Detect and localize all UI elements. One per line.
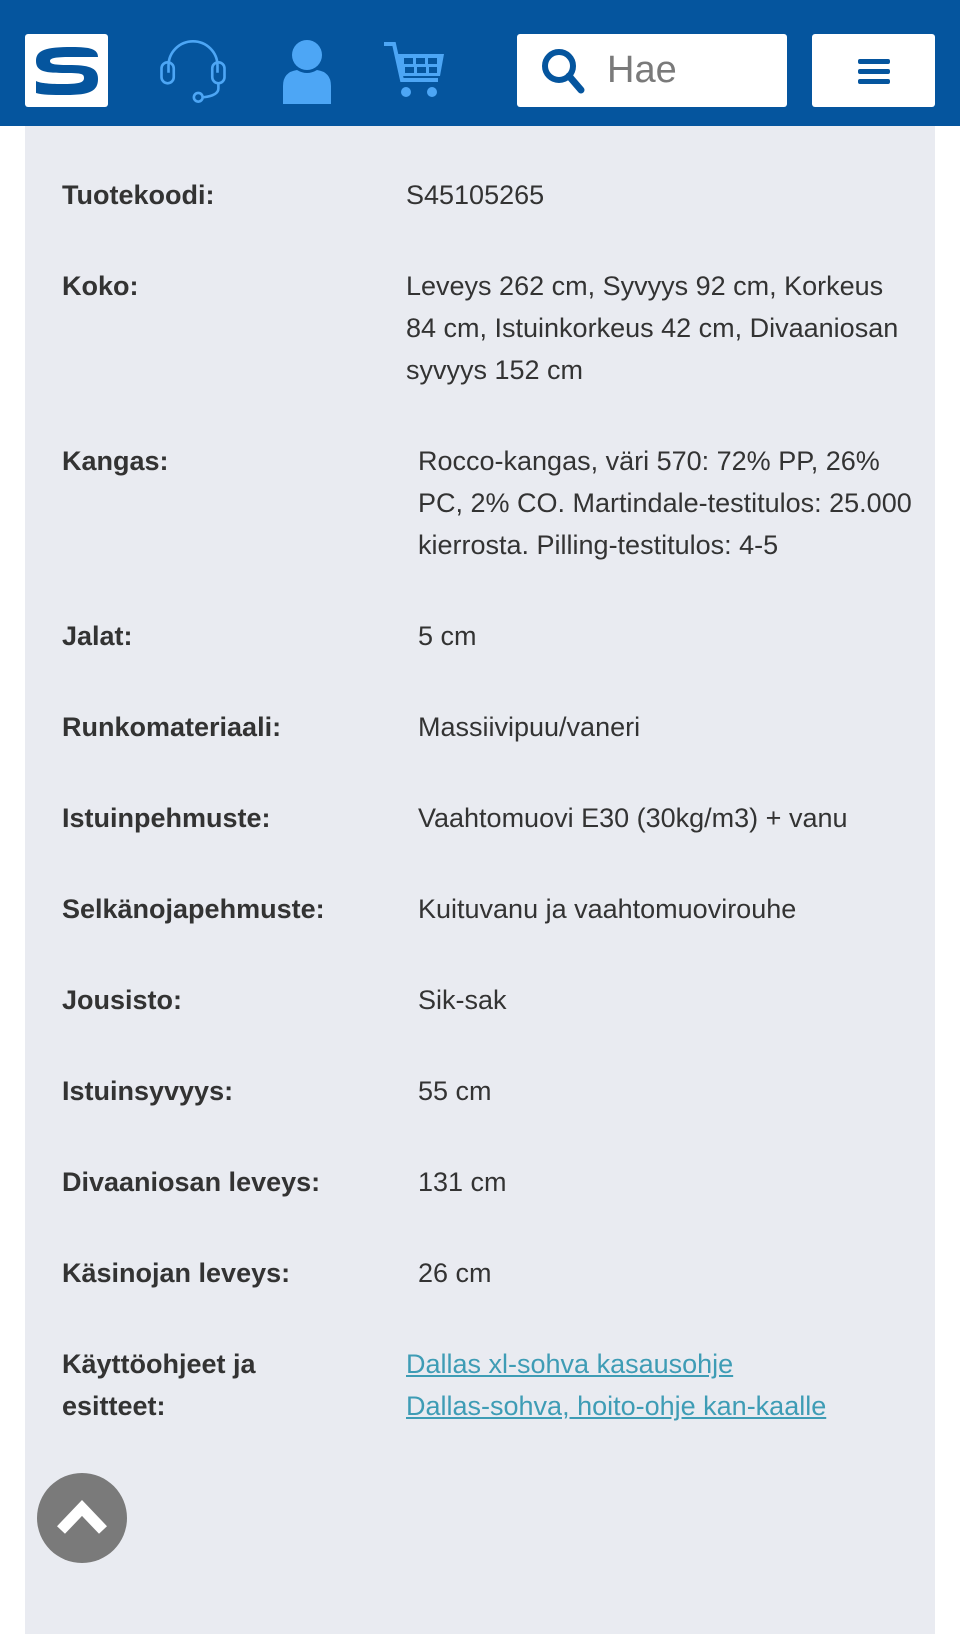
spec-row (25, 888, 935, 979)
top-bar (0, 0, 960, 126)
spec-row (25, 174, 935, 265)
chevron-up-icon (55, 1498, 109, 1538)
spec-value: 55 cm (418, 1076, 492, 1106)
spec-value: Vaahtomuovi E30 (30kg/m3) + vanu (418, 803, 848, 833)
spec-value: 26 cm (418, 1258, 492, 1288)
spec-value: Massiivipuu/vaneri (418, 712, 641, 742)
spec-value: Sik-sak (418, 985, 507, 1015)
user-icon (279, 38, 335, 104)
spec-label: Jalat: (62, 621, 133, 651)
documents-label: Käyttöohjeet ja esitteet: (62, 1349, 256, 1421)
spec-row (25, 615, 935, 706)
spec-row (25, 265, 935, 440)
spec-row (25, 706, 935, 797)
spec-row (25, 1070, 935, 1161)
account-button[interactable] (272, 34, 342, 107)
spec-value: 131 cm (418, 1167, 507, 1197)
spec-value: S45105265 (406, 180, 545, 210)
cart-button[interactable] (380, 34, 450, 107)
scroll-to-top-button[interactable] (37, 1473, 127, 1563)
s-logo-link[interactable] (25, 34, 108, 107)
spec-label: Divaaniosan leveys: (62, 1167, 321, 1197)
spec-label: Kangas: (62, 446, 169, 476)
spec-label: Runkomateriaali: (62, 712, 282, 742)
spec-label: Jousisto: (62, 985, 183, 1015)
spec-value: Rocco-kangas, väri 570: 72% PP, 26% PC, 2% CO. Martindale-testitulos: 25.000 kierrosta. Pilling-testitulos: 4-5 (418, 446, 912, 560)
spec-value: Leveys 262 cm, Syvyys 92 cm, Korkeus 84 cm, Istuinkorkeus 42 cm, Divaaniosan syvyys 152 cm (406, 271, 899, 385)
spec-row (25, 440, 935, 615)
document-link[interactable]: Dallas-sohva, hoito-ohje kan-kaalle (406, 1391, 827, 1421)
s-logo-icon (32, 45, 102, 97)
spec-value: Kuituvanu ja vaahtomuovirouhe (418, 894, 797, 924)
spec-label: Koko: (62, 271, 139, 301)
documents-links (406, 1343, 901, 1427)
headset-icon (158, 35, 228, 107)
search-input[interactable] (605, 48, 769, 93)
specs-list (25, 174, 935, 1476)
spec-label: Istuinsyvyys: (62, 1076, 234, 1106)
spec-row (25, 797, 935, 888)
document-link[interactable]: Dallas xl-sohva kasausohje (406, 1349, 734, 1379)
spec-label: Käsinojan leveys: (62, 1258, 291, 1288)
spec-row (25, 1252, 935, 1343)
documents-row (25, 1343, 935, 1476)
spec-label: Selkänojapehmuste: (62, 894, 325, 924)
spec-row (25, 979, 935, 1070)
spec-label: Tuotekoodi: (62, 180, 215, 210)
spec-row (25, 1161, 935, 1252)
hamburger-menu-icon (858, 57, 890, 85)
menu-button[interactable] (812, 34, 935, 107)
spec-label: Istuinpehmuste: (62, 803, 271, 833)
spec-value: 5 cm (418, 621, 477, 651)
search-box (517, 34, 787, 107)
search-icon[interactable] (539, 46, 589, 96)
shopping-cart-icon (382, 40, 448, 102)
product-specs-panel (25, 126, 935, 1634)
customer-service-button[interactable] (158, 34, 228, 107)
